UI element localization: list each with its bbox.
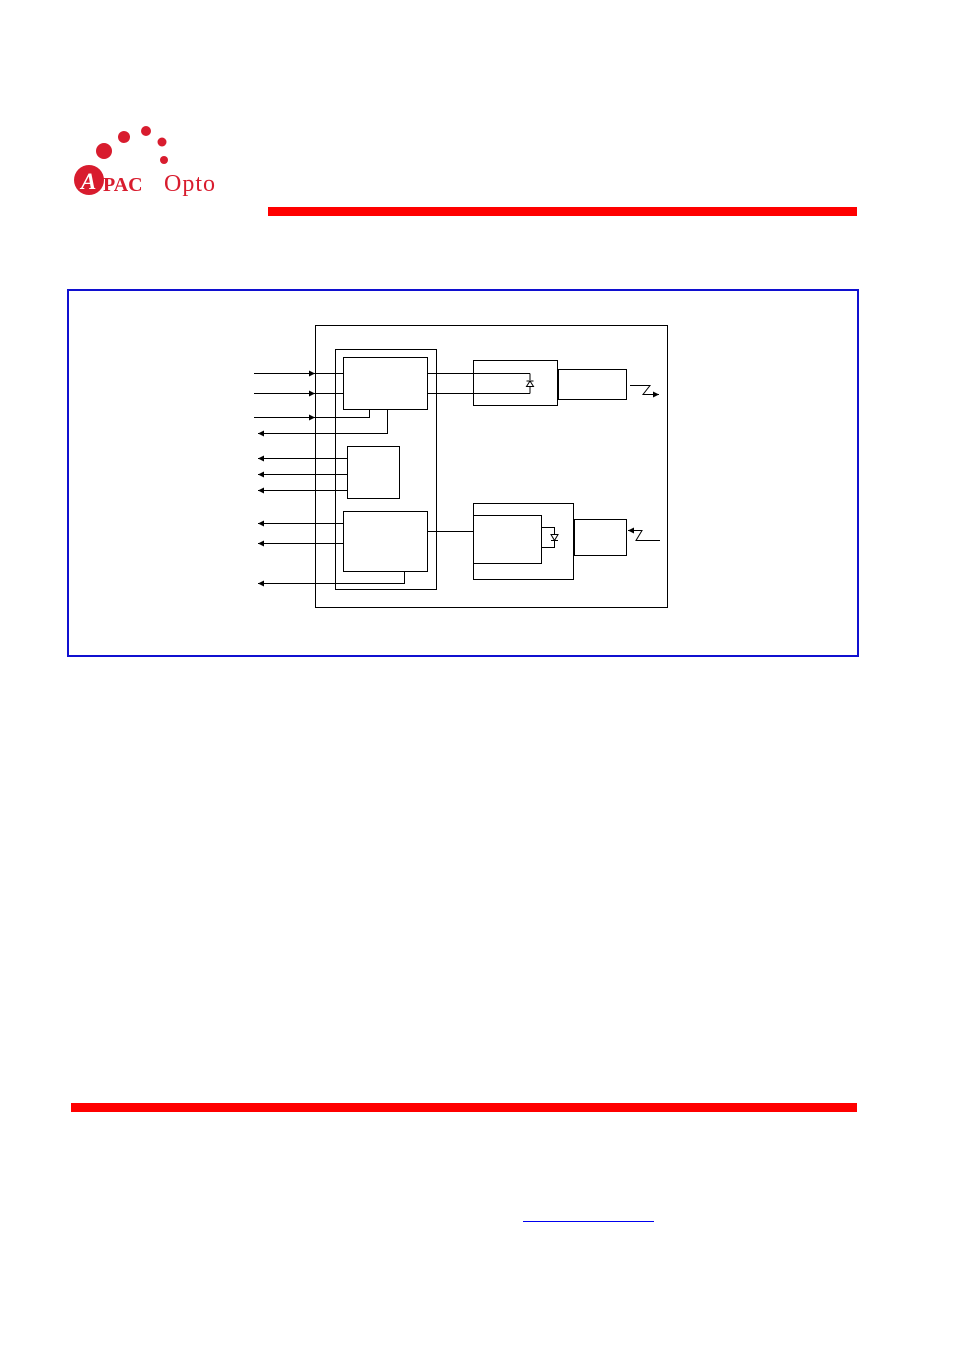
logo-dot: [118, 131, 130, 143]
laser-diode-icon: [527, 381, 534, 387]
company-logo: [66, 120, 251, 205]
laser-driver-block: [344, 358, 428, 410]
header-red-bar: [268, 207, 857, 216]
photodiode-icon: [551, 535, 558, 541]
logo-dot: [158, 138, 167, 147]
rx-optics-block: [575, 520, 627, 556]
block-diagram: [69, 291, 857, 655]
website-link[interactable]: [523, 1205, 654, 1222]
tia-block: [474, 516, 542, 564]
receiver-amp-block: [344, 512, 428, 572]
diagram-frame: [67, 289, 859, 657]
tx-optical-output: [630, 386, 659, 395]
rx-optical-input: [628, 531, 660, 541]
laser-block: [474, 361, 558, 406]
logo-dot: [141, 126, 151, 136]
controller-block: [336, 350, 437, 590]
logo-dot: [96, 143, 112, 159]
logo-letter: A: [81, 169, 97, 194]
tx-optics-block: [559, 370, 627, 400]
logo-text-mid: PAC: [103, 174, 143, 196]
signal-line: [258, 410, 388, 434]
signal-line: [258, 572, 405, 584]
logo-text-end: Opto: [164, 171, 216, 197]
logo-dot: [160, 156, 168, 164]
footer-red-bar: [71, 1103, 857, 1112]
module-outline: [316, 326, 668, 608]
control-logic-block: [348, 447, 400, 499]
receiver-outer-block: [474, 504, 574, 580]
